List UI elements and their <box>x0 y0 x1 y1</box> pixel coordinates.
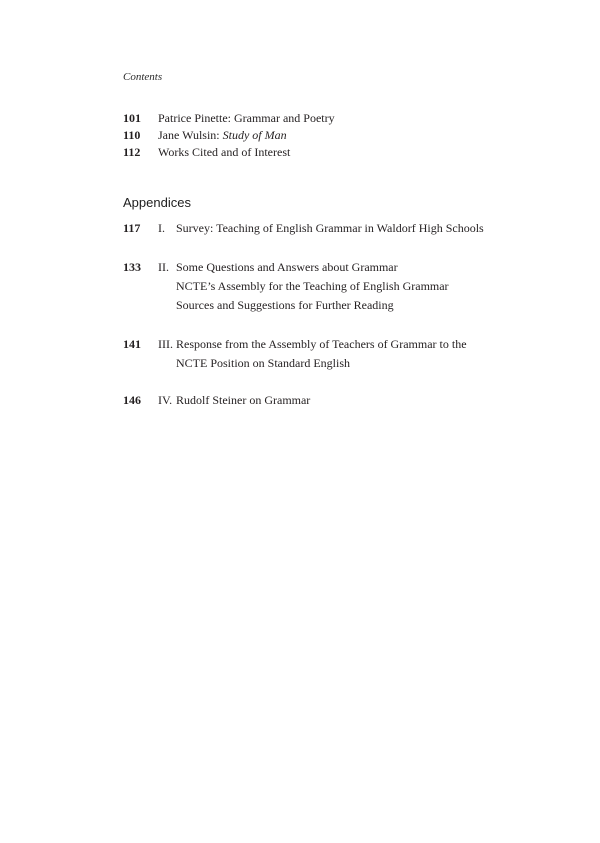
page-number: 146 <box>123 393 141 407</box>
appendix-body <box>158 219 563 238</box>
page-number: 141 <box>123 337 141 351</box>
entry-author: Jane Wulsin: <box>158 128 223 142</box>
entry-work-title: Study of Man <box>222 128 287 142</box>
page-number: 101 <box>123 111 141 125</box>
page-number: 110 <box>123 128 141 142</box>
toc-entry <box>123 144 543 161</box>
appendix-numeral: III. <box>158 337 173 351</box>
contents-list <box>123 110 543 161</box>
appendix-body <box>158 391 563 410</box>
appendix-line: Sources and Suggestions for Further Reading <box>176 298 394 312</box>
appendix-line: Some Questions and Answers about Grammar <box>176 260 398 274</box>
toc-entry <box>123 110 543 127</box>
appendix-numeral: IV. <box>158 393 173 407</box>
appendix-body <box>158 258 563 315</box>
page-number: 112 <box>123 145 141 159</box>
appendix-entry <box>123 219 563 238</box>
appendix-line: NCTE Position on Standard English <box>176 356 350 370</box>
page-number: 117 <box>123 221 141 235</box>
toc-entry <box>123 127 543 144</box>
entry-title: Patrice Pinette: Grammar and Poetry <box>158 111 335 125</box>
page-number: 133 <box>123 260 141 274</box>
appendix-entry <box>123 391 563 410</box>
appendix-numeral: II. <box>158 260 169 274</box>
appendix-numeral: I. <box>158 221 165 235</box>
appendices-heading: Appendices <box>123 195 191 210</box>
appendix-entry <box>123 258 563 315</box>
entry-title: Works Cited and of Interest <box>158 145 291 159</box>
appendix-line: Rudolf Steiner on Grammar <box>176 393 311 407</box>
appendix-body <box>158 335 563 373</box>
entry-title <box>158 127 543 144</box>
appendix-entry <box>123 335 563 373</box>
appendix-line: NCTE’s Assembly for the Teaching of English Grammar <box>176 279 449 293</box>
appendix-line: Response from the Assembly of Teachers of Grammar to the <box>176 337 467 351</box>
running-head: Contents <box>123 71 163 83</box>
appendix-line: Survey: Teaching of English Grammar in Waldorf High Schools <box>176 221 484 235</box>
